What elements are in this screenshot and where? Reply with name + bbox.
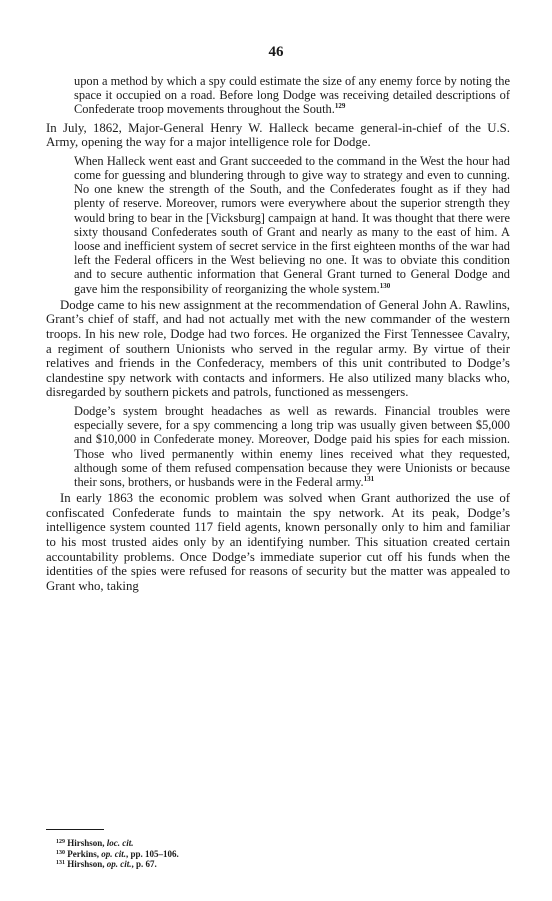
- footnote-ref-130: 130: [379, 281, 391, 290]
- footnote-ref-129: 129: [334, 102, 346, 111]
- paragraph-halleck: In July, 1862, Major-General Henry W. Halleck became general-in-chief of the U.S. Army, opening the way for a major intelligence role for Dodge.: [46, 120, 510, 150]
- footnote-ref-131: 131: [363, 475, 375, 483]
- paragraph-dodge-assignment: Dodge came to his new assignment at the recommendation of General John A. Rawlins, Grant’s chief of staff, and had not actually met with the new commander of the western troops. In his new role, Dodge had two forces. He organized the First Tennessee Cavalry, a regiment of southern Unionists who served in the regular army. By virtue of their relatives and friends in the Confederacy, members of this unit contributed to Dodge’s clandestine spy network with contacts and informers. He also utilized many blacks who, disregarded by southern pickets and patrols, functioned as messengers.: [46, 297, 510, 400]
- page-number: 46: [268, 44, 284, 60]
- block-quote-3: Dodge’s system brought headaches as well as rewards. Financial troubles were especially severe, for a spy commencing a long trip was usually given between $5,000 and $10,000 in Confederate money. Moreover, Dodge paid his spies for each mission. Those who lived permanently within enemy lines received what they requested, although some of them refused compensation because they were Unionists or because their sons, brothers, or husbands were in the Federal army.$^{131}$: [74, 403, 510, 489]
- block-quote-1: upon a method by which a spy could estimate the size of any enemy force by noting the space it occupied on a road. Before long Dodge was receiving detailed descriptions of Confederate troop movements throughout the South.$^{129}$: [74, 74, 510, 117]
- paragraph-early-1863: In early 1863 the economic problem was solved when Grant authorized the use of confiscated Confederate funds to maintain the spy network. At its peak, Dodge’s intelligence system counted 117 field agents, known personally only to him and familiar to his most trusted aides only by an identifying number. This situation created certain accountability problems. Once Dodge’s immediate superior cut off his funds when the identities of the spies were refused for reasons of security but the matter was appealed to Grant who, taking: [46, 491, 510, 593]
- page-body: [46, 74, 510, 593]
- footnotes: [56, 838, 179, 870]
- footnote-129: $^{129}$ Hirshson, loc. cit.: [56, 838, 134, 848]
- footnote-131: $^{131}$ Hirshson, op. cit., p. 67.: [56, 859, 157, 869]
- footnote-divider: [46, 829, 104, 830]
- footnote-130: $^{130}$ Perkins, op. cit., pp. 105–106.: [56, 848, 179, 859]
- block-quote-2: When Halleck went east and Grant succeeded to the command in the West the hour had come for guessing and blundering through to give way to strategy and even to cunning. No one knew the strength of the South, and the Confederates fought as if they had plenty of reserve. Moreover, rumors were everywhere about the superior strength they would bring to bear in the [Vicksburg] campaign at hand. It was thought that there were sixty thousand Confederates south of Grant and nearly as many to the east of him. A loose and inefficient system of secret service in the first eighteen months of the war had left the Federal officers in the West believing no one. It was to obviate this condition and to secure authentic information that General Grant turned to General Dodge and gave him the responsibility of reorganizing the whole system.$^{130}$: [74, 153, 510, 296]
